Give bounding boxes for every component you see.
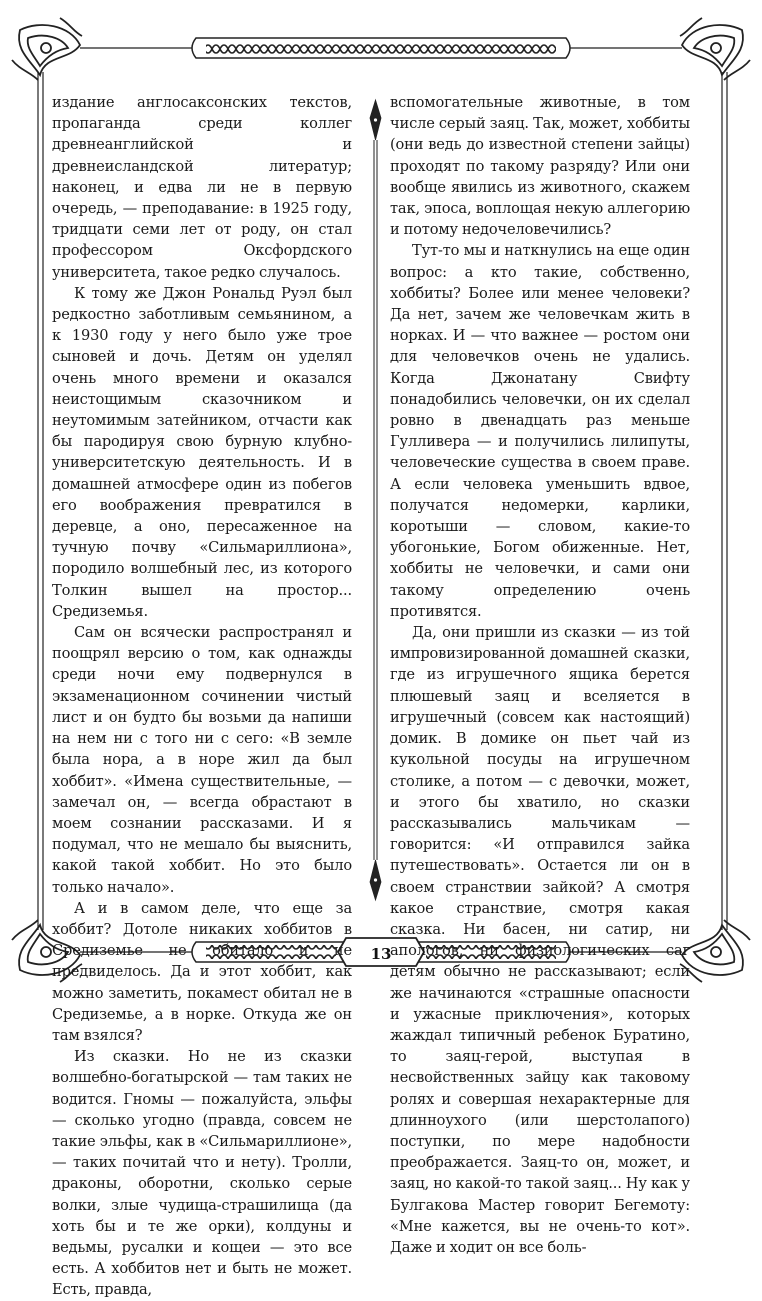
paragraph: Тут-то мы и наткнулись на еще один вопрос: а кто такие, собственно, хоббиты? Более или менее человеки? Да нет, зачем же человечкам жить в норках. И — что важнее — ростом они для человечков очень не удались. Когда Джонатану Свифту понадобились человечки, он их сделал ровно в двенадцать раз меньше Гулливера — и получились лилипуты, человеческие существа в своем праве. А если человека уменьшить вдвое, получатся недомерки, карлики, коротыши — словом, какие-то убогонькие, Богом обиженные. Нет, хоббиты не человечки, и сами они такому определению очень противятся.: [390, 242, 690, 620]
page-number: 13: [370, 945, 392, 963]
paragraph: Сам он всячески распространял и поощрял версию о том, как однажды среди ночи ему подвернулся в экзаменационном сочинении чистый лист и он будто бы возьми да напиши на нем ни с того ни с сего: «В земле была нора, а в норе жил да был хоббит». «Имена существительные, — замечал он, — всегда обрастают в моем сознании рассказами. И я подумал, что не мешало бы выяснить, какой такой хоббит. Но это было только начало».: [52, 624, 352, 896]
paragraph: А и в самом деле, что еще за хоббит? Дотоле никаких хоббитов в Средиземье не обитало и не предвиделось. Да и этот хоббит, как можно заметить, покамест обитал не в Средиземье, а в норке. Откуда же он там взялся?: [52, 899, 352, 1044]
paragraph: издание англосаксонских текстов, пропаганда среди коллег древнеанглийской и древнеисландской литератур; наконец, и едва ли не в первую очередь, — преподавание: в 1925 году, тридцати семи лет от роду, он стал профессором Оксфордского университета, такое редко случалось.: [52, 94, 352, 281]
right-column: [390, 92, 690, 1258]
left-column: [52, 92, 352, 1301]
top-braid-band: [192, 38, 570, 58]
paragraph: Из сказки. Но не из сказки волшебно-богатырской — там таких не водится. Гномы — пожалуйста, эльфы — сколько угодно (правда, совсем не такие эльфы, как в «Сильмариллионе», — таких почитай что и нету). Тролли, драконы, оборотни, сколько серые волки, злые чудища-страшилища (да хоть бы и те же орки), колдуны и ведьмы, русалки и кощеи — это все есть. А хоббитов нет и быть не может. Есть, правда,: [52, 1048, 352, 1299]
corner-knot-top-right: [680, 18, 750, 80]
corner-knot-top-left: [12, 18, 82, 80]
paragraph: К тому же Джон Рональд Руэл был редкостно заботливым семьянином, а к 1930 году у него было уже трое сыновей и дочь. Детям он уделял очень много времени и оказался неистощимым сказочником и неутомимым затейником, отчасти как бы пародируя свою бурную клубно-университетскую деятельность. И в домашней атмосфере один из побегов его воображения превратился в деревце, а оно, пересаженное на тучную почву «Сильмариллиона», породило волшебный лес, из которого Толкин вышел на простор... Средиземья.: [52, 284, 352, 620]
column-divider: [370, 100, 381, 900]
paragraph: вспомогательные животные, в том числе серый заяц. Так, может, хоббиты (они ведь до известной степени зайцы) проходят по такому разряду? Или они вообще явились из животного, скажем так, эпоса, воплощая некую аллегорию и потому недочеловечились?: [390, 94, 690, 239]
corner-knot-bottom-right: [680, 920, 750, 982]
paragraph: Да, они пришли из сказки — из той импровизированной домашней сказки, где из игрушечного ящика берется плюшевый заяц и вселяется в игрушечный (совсем как настоящий) домик. В домике он пьет чай из кукольной посуды на игрушечном столике, а потом — с девочки, может, и этого бы хватило, но сказки рассказывались мальчикам — говорится: «И отправился зайка путешествовать». Остается ли он в своем странствии зайкой? А смотря какое странствие, смотря какая сказка. Ни басен, ни сатир, ни апологов, ни физиологических саг детям обычно не рассказывают; если же начинаются «страшные опасности и ужасные приключения», которых жаждал типичный ребенок Буратино, то заяц-герой, выступая в несвойственных зайцу как таковому ролях и совершая нехарактерные для длинноухого (или шерстолапого) поступки, по мере надобности преображается. Заяц-то он, может, и заяц, но какой-то такой заяц... Ну как у Булгакова Мастер говорит Бегемоту: «Мне кажется, вы не очень-то кот». Даже и ходит он все боль-: [390, 624, 690, 1256]
